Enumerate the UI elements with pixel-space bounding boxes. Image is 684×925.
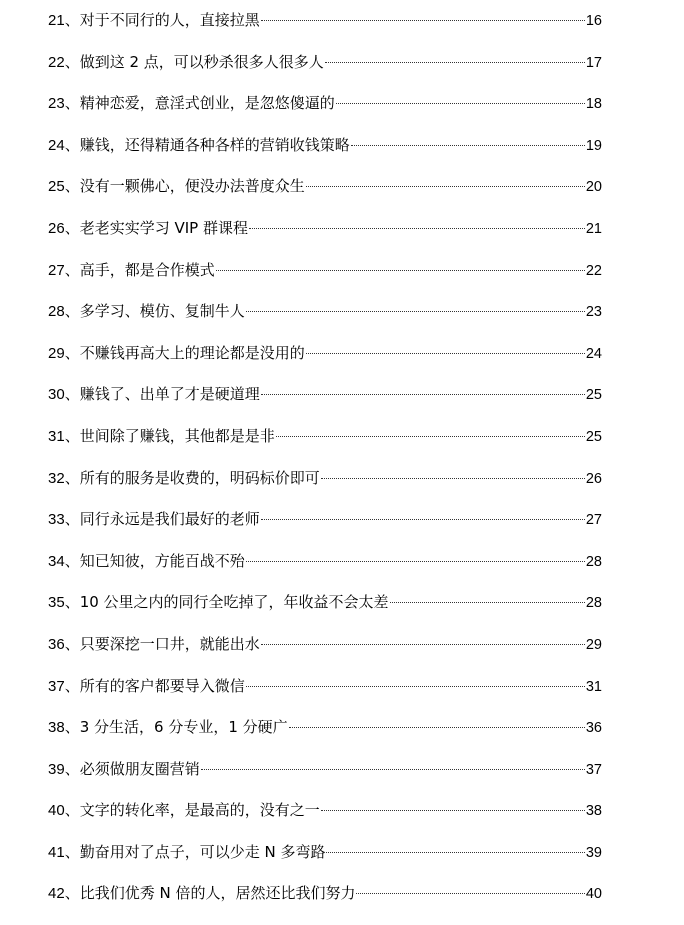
toc-entry-page-number: 38 <box>585 803 602 820</box>
toc-entry-title <box>48 547 245 576</box>
toc-entry-page-number: 25 <box>585 387 602 404</box>
toc-entry-page-number: 21 <box>585 220 602 237</box>
toc-entry-separator: 、 <box>64 801 80 820</box>
toc-entry-page-number: 25 <box>585 428 602 445</box>
toc-entry-number: 41 <box>48 843 65 861</box>
toc-entry-page-number: 31 <box>585 678 602 695</box>
toc-entry[interactable] <box>48 838 602 880</box>
toc-entry-separator: 、 <box>64 426 80 445</box>
toc-entry[interactable] <box>48 879 602 921</box>
toc-entry-separator: 、 <box>64 135 80 154</box>
toc-dot-leader <box>261 20 585 21</box>
toc-entry-text: 所有的客户都要导入微信 <box>79 676 245 695</box>
toc-entry-title <box>48 89 335 118</box>
toc-entry[interactable] <box>48 630 602 672</box>
toc-entry[interactable] <box>48 214 602 256</box>
toc-dot-leader <box>321 478 585 479</box>
toc-entry-separator: 、 <box>64 842 80 861</box>
toc-entry-text: 精神恋爱，意淫式创业，是忽悠傻逼的 <box>79 94 335 113</box>
toc-entry-text: 赚钱了、出单了才是硬道理 <box>79 385 260 404</box>
toc-entry-separator: 、 <box>64 551 80 570</box>
toc-entry-text: 不赚钱再高大上的理论都是没用的 <box>79 343 305 362</box>
toc-entry-text: 所有的服务是收费的，明码标价即可 <box>79 468 320 487</box>
toc-entry[interactable] <box>48 796 602 838</box>
toc-dot-leader <box>321 810 585 811</box>
toc-entry-separator: 、 <box>64 52 80 71</box>
toc-entry-text: 文字的转化率，是最高的，没有之一 <box>79 801 320 820</box>
toc-entry-page-number: 18 <box>585 96 602 113</box>
toc-entry-separator: 、 <box>64 218 80 237</box>
toc-entry-separator: 、 <box>64 510 80 529</box>
toc-entry-separator: 、 <box>64 177 80 196</box>
toc-entry-separator: 、 <box>64 468 80 487</box>
toc-entry-title <box>48 838 325 867</box>
toc-entry-number: 39 <box>48 760 65 778</box>
toc-entry[interactable] <box>48 172 602 214</box>
toc-entry-separator: 、 <box>64 302 80 321</box>
toc-entry-number: 28 <box>48 303 65 321</box>
toc-entry-title <box>48 172 305 201</box>
toc-entry-title <box>48 755 200 784</box>
toc-entry-number: 36 <box>48 635 65 653</box>
toc-entry-page-number: 17 <box>585 54 602 71</box>
toc-entry[interactable] <box>48 547 602 589</box>
toc-entry-number: 34 <box>48 552 65 570</box>
toc-entry[interactable] <box>48 89 602 131</box>
toc-dot-leader <box>261 394 585 395</box>
toc-entry-text: 高手，都是合作模式 <box>79 260 215 279</box>
toc-entry-page-number: 23 <box>585 304 602 321</box>
toc-entry-text: 必须做朋友圈营销 <box>79 759 200 778</box>
toc-dot-leader <box>246 311 585 312</box>
toc-entry-text: 世间除了赚钱，其他都是是非 <box>79 426 275 445</box>
toc-entry-number: 30 <box>48 386 65 404</box>
toc-entry-title <box>48 713 288 742</box>
toc-entry-separator: 、 <box>64 634 80 653</box>
toc-entry-page-number: 40 <box>585 886 602 903</box>
toc-entry-separator: 、 <box>64 385 80 404</box>
toc-entry-number: 37 <box>48 677 65 695</box>
toc-entry[interactable] <box>48 505 602 547</box>
toc-entry-text: 只要深挖一口井，就能出水 <box>79 634 260 653</box>
toc-entry[interactable] <box>48 6 602 48</box>
toc-entry-title <box>48 131 350 160</box>
toc-entry-page-number: 22 <box>585 262 602 279</box>
toc-dot-leader <box>246 686 585 687</box>
toc-entry-page-number: 24 <box>585 345 602 362</box>
toc-entry-title <box>48 422 275 451</box>
toc-dot-leader <box>326 852 584 853</box>
toc-entry-number: 40 <box>48 802 65 820</box>
toc-entry-separator: 、 <box>64 260 80 279</box>
toc-entry-separator: 、 <box>64 676 80 695</box>
toc-dot-leader <box>390 602 585 603</box>
toc-entry-title <box>48 588 389 617</box>
toc-dot-leader <box>289 727 585 728</box>
toc-entry[interactable] <box>48 48 602 90</box>
toc-entry-number: 24 <box>48 136 65 154</box>
toc-entry-number: 22 <box>48 53 65 71</box>
toc-entry-number: 27 <box>48 261 65 279</box>
toc-entry-number: 33 <box>48 511 65 529</box>
toc-entry-title <box>48 796 320 825</box>
toc-entry-page-number: 29 <box>585 636 602 653</box>
toc-entry-separator: 、 <box>64 718 80 737</box>
toc-entry-title <box>48 879 355 908</box>
toc-entry-page-number: 20 <box>585 179 602 196</box>
toc-entry-title <box>48 297 245 326</box>
toc-dot-leader <box>201 769 585 770</box>
toc-entry-page-number: 19 <box>585 137 602 154</box>
toc-dot-leader <box>261 644 585 645</box>
toc-dot-leader <box>336 103 585 104</box>
toc-dot-leader <box>216 270 585 271</box>
toc-dot-leader <box>325 62 585 63</box>
toc-entry[interactable] <box>48 464 602 506</box>
toc-entry-page-number: 28 <box>585 595 602 612</box>
toc-entry-page-number: 26 <box>585 470 602 487</box>
toc-dot-leader <box>356 893 584 894</box>
toc-dot-leader <box>246 561 585 562</box>
toc-entry-number: 21 <box>48 12 65 29</box>
toc-dot-leader <box>261 519 585 520</box>
toc-entry[interactable] <box>48 380 602 422</box>
toc-dot-leader <box>306 186 585 187</box>
toc-entry-separator: 、 <box>64 884 80 903</box>
toc-entry-page-number: 28 <box>585 553 602 570</box>
toc-entry-title <box>48 380 260 409</box>
toc-entry-page-number: 39 <box>585 844 602 861</box>
toc-entry-text: 没有一颗佛心，便没办法普度众生 <box>79 177 305 196</box>
toc-entry-title <box>48 464 320 493</box>
toc-entry-number: 32 <box>48 469 65 487</box>
toc-entry-number: 23 <box>48 95 65 113</box>
toc-entry[interactable] <box>48 131 602 173</box>
toc-entry-text: 赚钱，还得精通各种各样的营销收钱策略 <box>79 135 350 154</box>
toc-entry-text: 对于不同行的人，直接拉黑 <box>79 11 260 29</box>
toc-entry-title <box>48 339 305 368</box>
toc-entry-text: 知已知彼，方能百战不殆 <box>79 551 245 570</box>
toc-entry-separator: 、 <box>64 343 80 362</box>
toc-entry-title <box>48 672 245 701</box>
toc-entry-text: 多学习、模仿、复制牛人 <box>79 302 245 321</box>
toc-entry-text: 10 公里之内的同行全吃掉了，年收益不会太差 <box>79 593 389 612</box>
toc-entry-number: 25 <box>48 178 65 196</box>
toc-entry-title <box>48 256 215 285</box>
toc-dot-leader <box>249 228 585 229</box>
toc-entry-number: 38 <box>48 719 65 737</box>
toc-entry-separator: 、 <box>64 593 80 612</box>
toc-entry[interactable] <box>48 256 602 298</box>
toc-entry-number: 29 <box>48 344 65 362</box>
toc-entry-title <box>48 6 260 35</box>
toc-entry[interactable] <box>48 588 602 630</box>
toc-entry-text: 比我们优秀 N 倍的人，居然还比我们努力 <box>79 884 356 903</box>
toc-entry-page-number: 16 <box>585 13 602 29</box>
toc-entry-separator: 、 <box>64 11 80 29</box>
toc-entry-number: 31 <box>48 427 65 445</box>
toc-entry-page-number: 36 <box>585 720 602 737</box>
toc-entry[interactable] <box>48 422 602 464</box>
toc-entry[interactable] <box>48 672 602 714</box>
toc-entry-text: 3 分生活，6 分专业，1 分硬广 <box>79 718 288 737</box>
toc-entry-text: 做到这 2 点，可以秒杀很多人很多人 <box>79 52 324 71</box>
toc-entry-number: 42 <box>48 885 65 903</box>
toc-entry-title <box>48 48 324 77</box>
toc-entry-text: 同行永远是我们最好的老师 <box>79 510 260 529</box>
toc-dot-leader <box>276 436 585 437</box>
toc-dot-leader <box>351 145 585 146</box>
toc-entry-page-number: 27 <box>585 512 602 529</box>
toc-entry-page-number: 37 <box>585 761 602 778</box>
toc-entry-title <box>48 630 260 659</box>
toc-entry[interactable] <box>48 713 602 755</box>
toc-entry[interactable] <box>48 297 602 339</box>
toc-dot-leader <box>306 353 585 354</box>
table-of-contents <box>48 6 602 921</box>
toc-entry-title <box>48 214 248 243</box>
toc-entry[interactable] <box>48 755 602 797</box>
toc-entry-text: 勤奋用对了点子，可以少走 N 多弯路 <box>79 842 326 861</box>
toc-entry[interactable] <box>48 339 602 381</box>
toc-entry-separator: 、 <box>64 759 80 778</box>
toc-entry-title <box>48 505 260 534</box>
toc-entry-number: 26 <box>48 219 65 237</box>
toc-entry-text: 老老实实学习 VIP 群课程 <box>79 218 248 237</box>
toc-entry-number: 35 <box>48 594 65 612</box>
toc-entry-separator: 、 <box>64 94 80 113</box>
